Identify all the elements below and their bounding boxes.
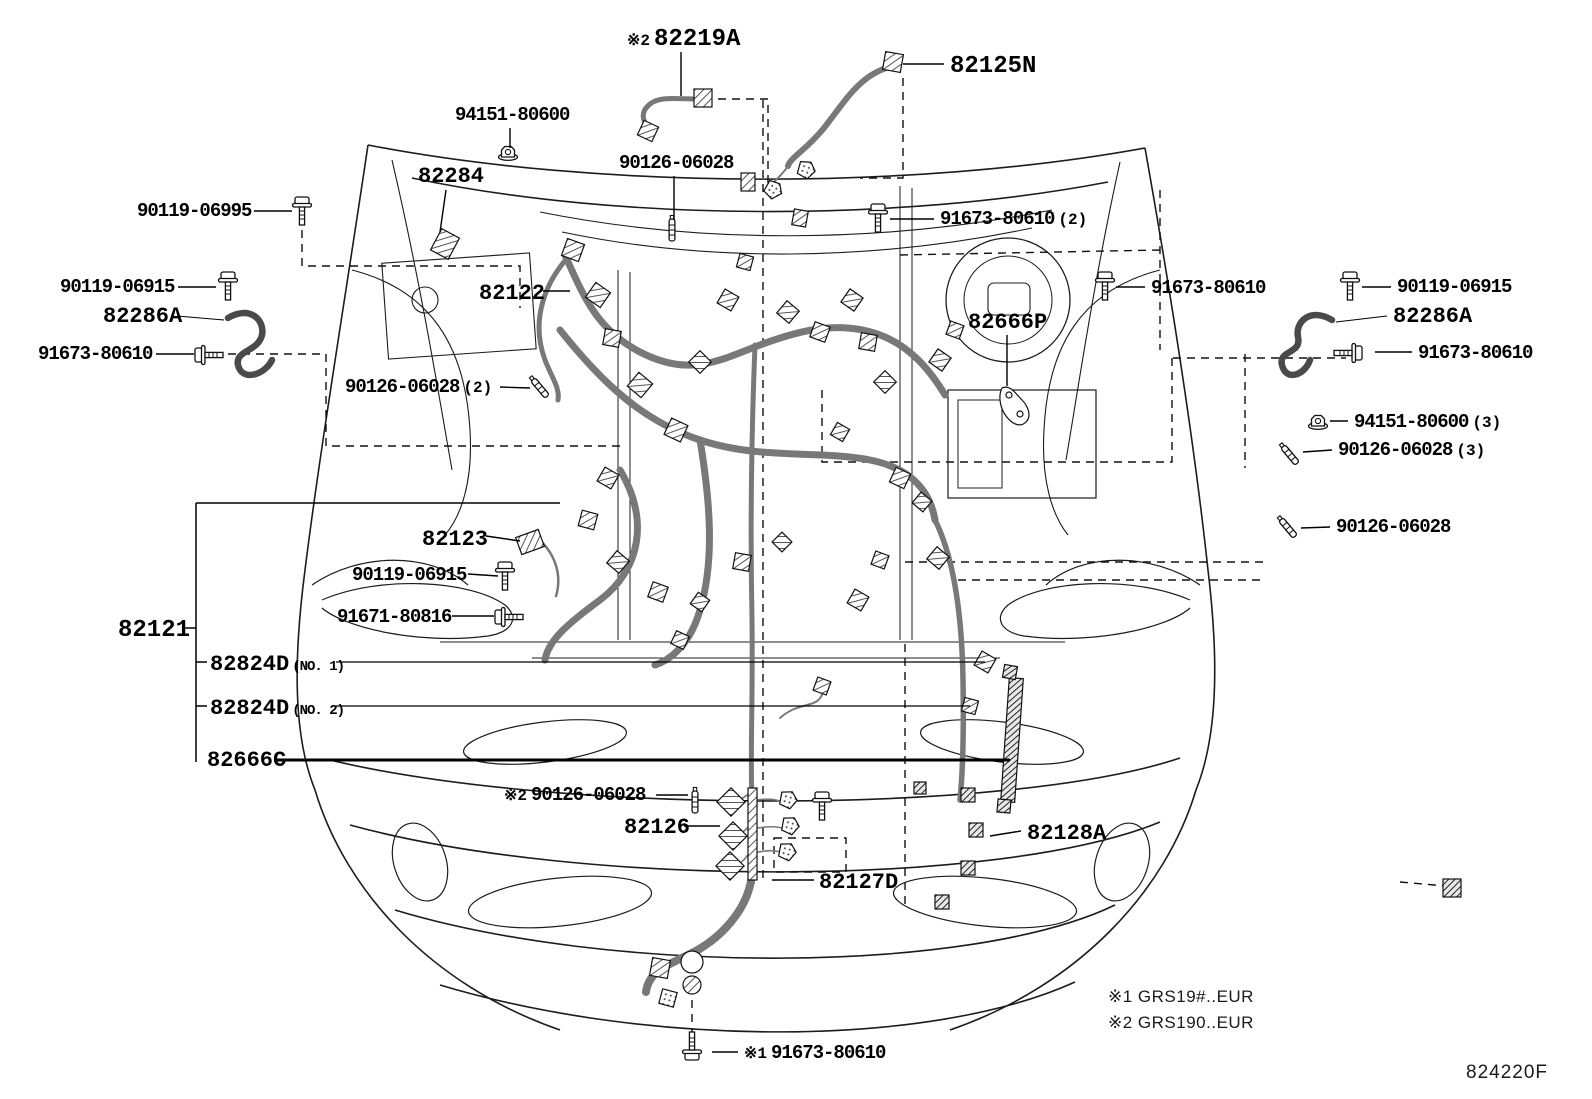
part-number: 82125N bbox=[950, 53, 1037, 80]
part-number: 90119-06915 bbox=[1397, 276, 1512, 298]
bolt-90119-06915-mid-icon bbox=[496, 562, 515, 590]
stud-90126-06028-right-icon bbox=[1276, 515, 1297, 538]
part-number: 91673-80610 bbox=[1151, 277, 1266, 299]
drawing-code: 824220F bbox=[1466, 1062, 1549, 1083]
part-label-91671-80816 bbox=[337, 608, 451, 628]
part-number: 91673-80610 bbox=[940, 208, 1055, 230]
quantity: (2) bbox=[463, 379, 493, 397]
part-number: 90126-06028 bbox=[1336, 516, 1451, 538]
stud-90126-06028-bottom-icon bbox=[692, 788, 698, 814]
stud-90126-06028-x2-icon bbox=[528, 375, 549, 398]
quantity: (2) bbox=[1058, 211, 1088, 229]
part-number: 90119-06915 bbox=[352, 564, 467, 586]
quantity: (3) bbox=[1472, 414, 1502, 432]
bolt-91673-80610-mid-icon bbox=[1096, 272, 1115, 300]
part-number: 82824D bbox=[210, 696, 290, 721]
part-label-82666P bbox=[968, 311, 1047, 334]
stud-90126-06028-x3-icon bbox=[1278, 442, 1299, 465]
bolt-91673-80610-x2-icon bbox=[869, 204, 888, 232]
part-number: 90126-06028 bbox=[345, 376, 460, 398]
part-number: 82824D bbox=[210, 652, 290, 677]
part-82666C-drawing bbox=[1001, 678, 1024, 803]
bracket-82666P-drawing bbox=[1000, 387, 1029, 425]
part-number: 91673-80610 bbox=[771, 1042, 886, 1064]
part-number: 82126 bbox=[624, 815, 691, 840]
part-number: 94151-80600 bbox=[455, 104, 570, 126]
part-number: 94151-80600 bbox=[1354, 411, 1469, 433]
footnote-2: ※2 GRS190..EUR bbox=[1108, 1013, 1254, 1032]
part-label-82286A-right bbox=[1393, 305, 1472, 328]
bolt-90119-06995-icon bbox=[293, 197, 312, 225]
part-number: 90119-06915 bbox=[60, 276, 175, 298]
part-label-90119-06915-mid bbox=[352, 566, 466, 586]
part-label-90126-06028-x2 bbox=[345, 378, 492, 398]
note-ref: ※1 bbox=[744, 1045, 768, 1063]
part-label-91673-80610-x2 bbox=[940, 210, 1087, 230]
part-label-91673-80610-mid bbox=[1151, 279, 1265, 299]
part-label-82123 bbox=[422, 528, 488, 551]
part-number: 82666C bbox=[207, 748, 287, 773]
part-label-90126-06028-top bbox=[619, 154, 733, 174]
nut-94151-80600-icon bbox=[499, 147, 518, 161]
part-label-82127D bbox=[819, 871, 898, 894]
wire-82286A-left-drawing bbox=[228, 313, 272, 375]
part-label-90126-06028-bottom bbox=[504, 786, 645, 806]
part-label-82824D-no1 bbox=[210, 653, 344, 676]
bolt-91673-80610-left-icon bbox=[195, 346, 223, 365]
bolt-91673-80610-right-icon bbox=[1334, 344, 1362, 363]
part-label-90126-06028-x3 bbox=[1338, 441, 1485, 461]
bolt-82126-area-icon bbox=[813, 792, 832, 820]
note-ref: ※2 bbox=[504, 787, 528, 805]
part-number: 90126-06028 bbox=[531, 784, 646, 806]
part-label-82122 bbox=[479, 282, 545, 305]
part-label-82121 bbox=[118, 618, 190, 643]
note-ref: ※2 bbox=[627, 32, 651, 50]
part-label-82824D-no2 bbox=[210, 697, 344, 720]
part-label-82128A bbox=[1027, 822, 1106, 845]
part-number: 91671-80816 bbox=[337, 606, 452, 628]
part-number: 82219A bbox=[654, 26, 741, 53]
part-number: 91673-80610 bbox=[1418, 342, 1533, 364]
part-label-82666C bbox=[207, 749, 286, 772]
part-number: 82121 bbox=[118, 617, 191, 644]
part-82126-bar bbox=[748, 788, 757, 880]
leader-lines bbox=[156, 52, 1412, 1052]
part-label-82219A bbox=[627, 27, 740, 52]
part-number: 90126-06028 bbox=[619, 152, 734, 174]
part-number: 82666P bbox=[968, 310, 1048, 335]
part-label-90126-06028-right bbox=[1336, 518, 1450, 538]
harness-82125N-drawing bbox=[788, 66, 893, 166]
part-label-94151-80600 bbox=[455, 106, 569, 126]
part-label-94151-80600-x3 bbox=[1354, 413, 1501, 433]
part-label-91673-80610-right bbox=[1418, 344, 1532, 364]
wire-82286A-right-drawing bbox=[1282, 315, 1332, 375]
dashed-reference-lines bbox=[214, 78, 1446, 1040]
position-note: (NO. 2) bbox=[292, 703, 345, 719]
part-label-82286A-left bbox=[103, 305, 182, 328]
part-number: 90119-06995 bbox=[137, 200, 252, 222]
part-number: 82286A bbox=[103, 304, 183, 329]
part-label-82125N bbox=[950, 54, 1036, 79]
part-label-90119-06915-left bbox=[60, 278, 174, 298]
part-label-90119-06995 bbox=[137, 202, 251, 222]
car-body-outline bbox=[297, 145, 1215, 1032]
clamp-82123-drawing bbox=[516, 529, 545, 554]
part-number: 82284 bbox=[418, 164, 485, 189]
part-label-82126 bbox=[624, 816, 690, 839]
part-number: 91673-80610 bbox=[38, 343, 153, 365]
part-number: 82123 bbox=[422, 527, 489, 552]
part-label-91673-80610-left bbox=[38, 345, 152, 365]
clamp-82284-drawing bbox=[431, 229, 460, 260]
part-number: 82128A bbox=[1027, 821, 1107, 846]
part-number: 82127D bbox=[819, 870, 899, 895]
part-number: 82286A bbox=[1393, 304, 1473, 329]
part-label-90119-06915-right bbox=[1397, 278, 1511, 298]
quantity: (3) bbox=[1456, 442, 1486, 460]
bolt-90119-06915-left-icon bbox=[219, 272, 238, 300]
bolt-90119-06915-right-icon bbox=[1341, 272, 1360, 300]
footnote-1: ※1 GRS19#..EUR bbox=[1108, 987, 1254, 1006]
bolt-91671-80816-icon bbox=[495, 608, 523, 627]
part-label-91673-80610-bottom bbox=[744, 1044, 885, 1064]
position-note: (NO. 1) bbox=[292, 659, 345, 675]
part-label-82284 bbox=[418, 165, 484, 188]
bolt-91673-80610-bottom-icon bbox=[683, 1032, 702, 1060]
part-number: 90126-06028 bbox=[1338, 439, 1453, 461]
part-number: 82122 bbox=[479, 281, 546, 306]
nut-94151-80600-x3-icon bbox=[1309, 416, 1328, 430]
